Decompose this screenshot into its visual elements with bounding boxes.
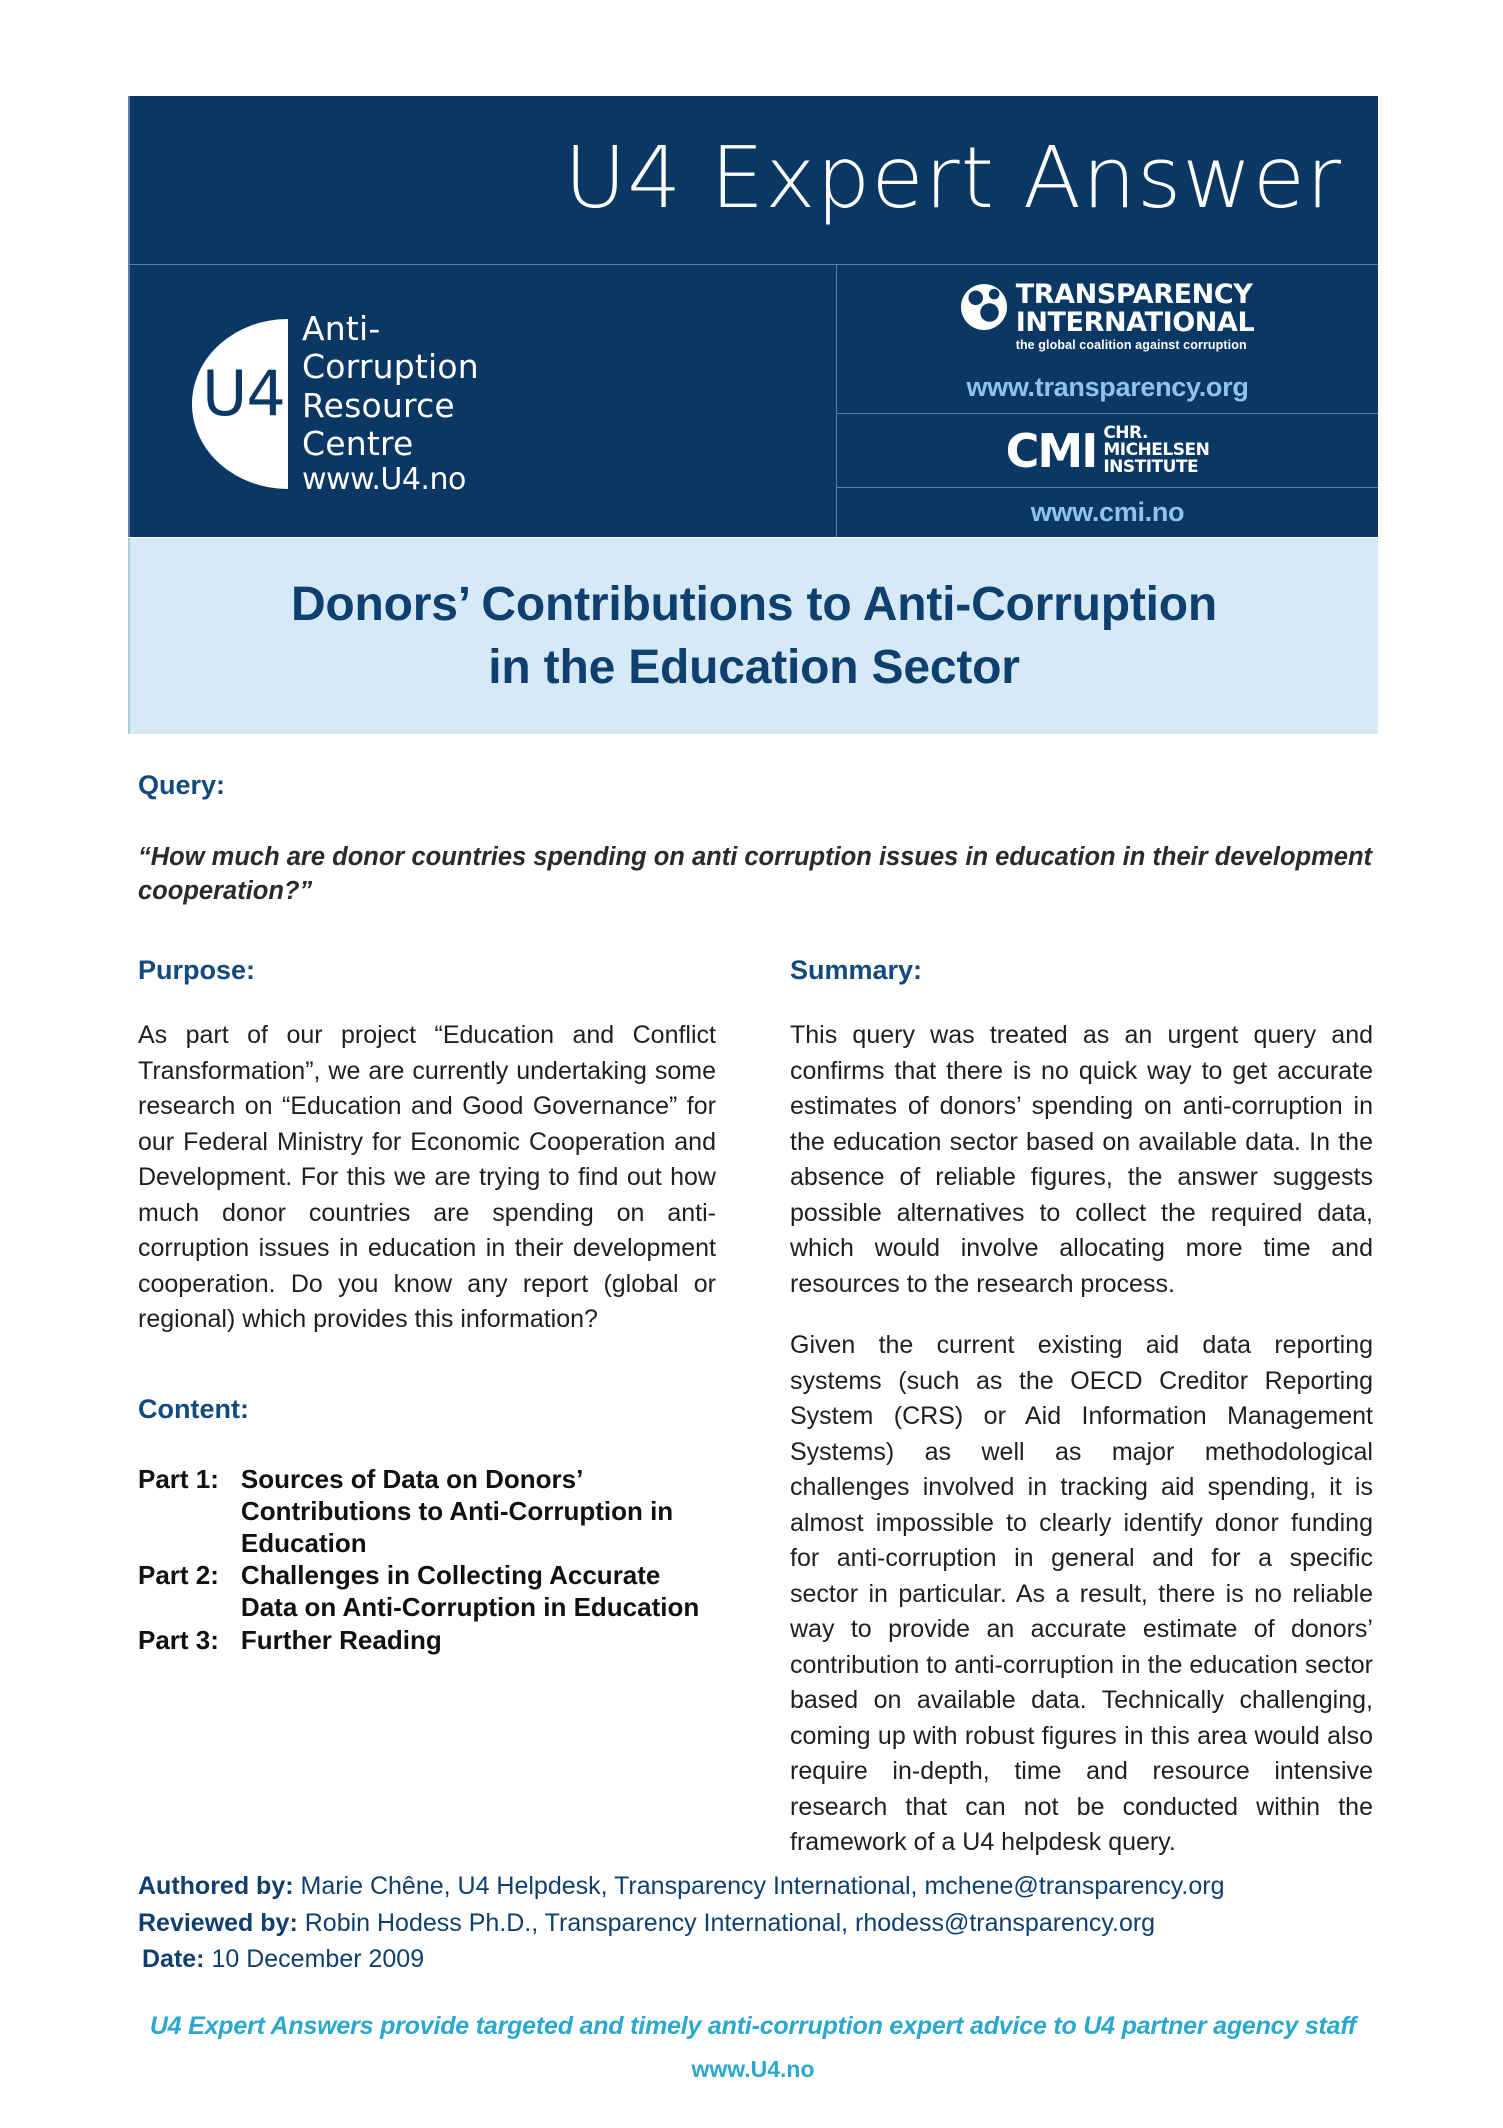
- ti-line-2: INTERNATIONAL: [1015, 306, 1255, 338]
- right-column: [790, 955, 1373, 1861]
- summary-heading: Summary:: [790, 955, 923, 985]
- ti-line-1: TRANSPARENCY: [1015, 279, 1253, 310]
- ti-wordmark: [1016, 281, 1255, 352]
- summary-paragraph-1: This query was treated as an urgent query and confirms that there is no quick way to get accurate estimates of donors’ spending on anti-corruption in the education sector based on available data. In the absence of reliable figures, the answer suggests possible alternatives to collect the required data, which would involve allocating more time and resources to the research process.: [790, 1021, 1373, 1298]
- page-title-line-2: in the Education Sector: [488, 641, 1020, 694]
- cmi-url[interactable]: www.cmi.no: [1030, 497, 1185, 527]
- authored-by-value: Marie Chêne, U4 Helpdesk, Transparency International, mchene@transparency.org: [300, 1872, 1225, 1900]
- u4-line-1: Anti-: [302, 309, 381, 349]
- u4-line-3: Resource: [302, 385, 455, 425]
- reviewed-by-label: Reviewed by:: [138, 1908, 298, 1937]
- cmi-sub-line-1: CHR.: [1103, 423, 1148, 443]
- list-item: [138, 1463, 716, 1560]
- footer-url[interactable]: www.U4.no: [691, 2056, 815, 2082]
- ti-logo-row: [837, 265, 1378, 352]
- ti-url[interactable]: www.transparency.org: [966, 372, 1249, 402]
- cmi-sub-line-2: MICHELSEN: [1103, 440, 1210, 460]
- part-title: Challenges in Collecting Accurate Data on Anti-Corruption in Education: [240, 1560, 700, 1623]
- content-parts-list: [138, 1463, 716, 1656]
- part-title: Further Reading: [240, 1624, 442, 1655]
- authored-by-line: [138, 1868, 1378, 1905]
- u4-logo: [192, 310, 479, 498]
- summary-paragraph-2: Given the current existing aid data reporting systems (such as the OECD Creditor Reporting System (CRS) or Aid Information Management Systems) as well as major methodological challenges involved in tracking aid spending, it is almost impossible to clearly identify donor funding for anti-corruption in general and for a specific sector in particular. As a result, there is no reliable way to provide an accurate estimate of donors’ contribution to anti-corruption in the education sector based on available data. Technically challenging, coming up with robust figures in this area would also require in-depth, time and resource intensive research that can not be conducted within the framework of a U4 helpdesk query.: [790, 1331, 1373, 1856]
- u4-logo-url[interactable]: www.U4.no: [302, 462, 466, 498]
- document-header: [128, 96, 1378, 537]
- footer-tagline: U4 Expert Answers provide targeted and timely anti-corruption expert advice to U4 partner agency staff: [149, 2012, 1357, 2040]
- masthead-banner: [128, 96, 1378, 264]
- masthead-title: U4 Expert Answer: [564, 128, 1342, 228]
- reviewed-by-value: Robin Hodess Ph.D., Transparency International, rhodess@transparency.org: [304, 1908, 1156, 1937]
- partner-logos-cell: [837, 265, 1378, 537]
- date-line: [142, 1941, 1378, 1978]
- credits-block: [138, 1868, 1378, 1978]
- date-value: 10 December 2009: [211, 1945, 425, 1973]
- query-heading: Query:: [138, 770, 226, 800]
- page-title-line-1: Donors’ Contributions to Anti-Corruption: [290, 577, 1218, 631]
- purpose-paragraph: As part of our project “Education and Conflict Transformation”, we are currently undertaking some research on “Education and Good Governance” for our Federal Ministry for Economic Cooperation and Development. For this we are trying to find out how much donor countries are spending on anti-corruption issues in education in their development cooperation. Do you know any report (global or regional) which provides this information?: [138, 1021, 716, 1333]
- cmi-sub-line-3: INSTITUTE: [1103, 457, 1199, 477]
- part-number: Part 1:: [138, 1463, 219, 1494]
- cmi-wordmark: CMI: [1005, 423, 1097, 478]
- u4-mark-label: U4: [202, 356, 285, 430]
- u4-wordmark: [302, 310, 479, 498]
- u4-line-2: Corruption: [302, 347, 479, 387]
- part-title: Sources of Data on Donors’ Contributions to Anti-Corruption in Education: [240, 1463, 674, 1558]
- purpose-heading: Purpose:: [138, 955, 256, 985]
- authored-by-label: Authored by:: [138, 1872, 294, 1900]
- transparency-international-logo: [837, 265, 1378, 414]
- ti-tagline: the global coalition against corruption: [1015, 338, 1247, 353]
- query-text: “How much are donor countries spending on anti corruption issues in education in their development cooperation?”: [138, 843, 1373, 906]
- page-title: [291, 573, 1217, 700]
- u4-mark-icon: [192, 319, 288, 489]
- cmi-subtext: [1103, 425, 1209, 476]
- left-column: [138, 955, 716, 1656]
- globe-icon: [961, 284, 1007, 330]
- logo-row: [128, 264, 1378, 537]
- list-item: [138, 1624, 716, 1656]
- content-heading: Content:: [138, 1393, 249, 1424]
- u4-line-4: Centre: [302, 423, 414, 463]
- part-number: Part 3:: [138, 1624, 219, 1655]
- cmi-logo: [837, 414, 1378, 488]
- u4-logo-cell: [130, 265, 837, 537]
- date-label: Date:: [142, 1945, 205, 1973]
- reviewed-by-line: [138, 1905, 1378, 1942]
- title-banner: [128, 538, 1378, 734]
- list-item: [138, 1559, 716, 1623]
- part-number: Part 2:: [138, 1560, 219, 1591]
- cmi-url-box: [837, 488, 1378, 537]
